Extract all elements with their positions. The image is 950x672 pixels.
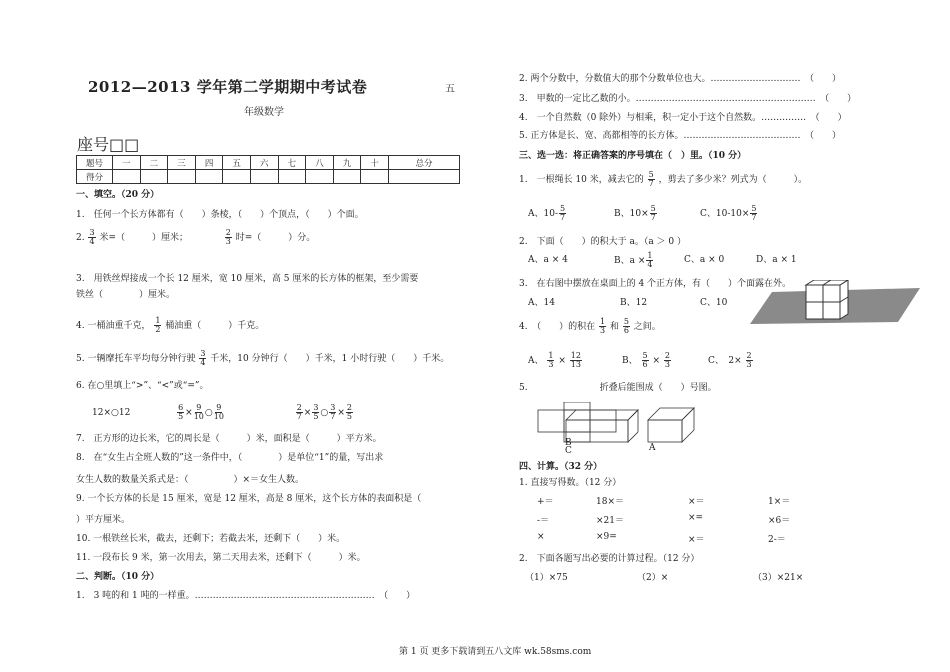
c1-option-b-label: B、10×: [614, 209, 649, 219]
fraction: $\frac{5}{6}$: [642, 351, 648, 369]
choice-2-option-b: [614, 252, 654, 269]
choice-4-option-a: A、 $\frac{1}{3}$ × $\frac{12}{13}$: [528, 351, 581, 369]
section-judge: 二、判断。（10 分）: [76, 572, 160, 582]
fraction: $\frac{2}{3}$: [746, 351, 752, 369]
choice-2-option-d: D、a × 1: [756, 255, 797, 265]
fraction: $\frac{3}{4}$: [89, 228, 95, 246]
score-cell: 六: [250, 156, 278, 170]
calc-cell: 18×＝: [596, 497, 624, 507]
fraction: $\frac{2}{3}$: [225, 228, 231, 246]
fraction: $\frac{6}{5}$: [178, 403, 184, 421]
seat-number: 座号□□: [77, 135, 140, 154]
compute-2-item-1: （1）×75: [525, 573, 568, 583]
question-6-row: 12×○12 $\frac{6}{5}$ × $\frac{9}{10}$ ○ $\frac{9}{10}$ $\frac{2}{7}$ × $\frac{3}{5}$ ○ $\frac{3}{7}$ × $\frac{2}{5}$: [92, 403, 353, 421]
score-cell[interactable]: [168, 170, 196, 184]
score-cell: 总分: [389, 156, 460, 170]
fraction: $\frac{9}{10}$: [193, 403, 204, 421]
q2-part2: 时=（ ）分。: [235, 233, 316, 243]
fraction: $\frac{9}{10}$: [213, 403, 224, 421]
q5-part1: 5. 一辆摩托车平均每分钟行驶: [76, 354, 196, 364]
q4-part2: 桶油重（ ）千克。: [165, 321, 265, 331]
c4-option-c-label: C、 2×: [708, 356, 742, 366]
section-fill-in: 一、填空。（20 分）: [76, 190, 160, 200]
q2-number: 2.: [76, 233, 85, 243]
choice-4: [519, 318, 661, 335]
score-cell[interactable]: [113, 170, 141, 184]
question-2: [76, 229, 315, 246]
compute-2-item-2: （2）×: [637, 573, 669, 583]
c1-option-a-label: A、10-: [528, 209, 558, 219]
c4-option-b-label: B、: [622, 356, 638, 366]
c4-part1: 4. （ ）的积在: [519, 322, 596, 332]
calc-cell: ×=: [688, 513, 704, 523]
choice-2-option-c: C、a × 0: [684, 255, 725, 265]
exam-title: 2012—2013 学年第二学期期中考试卷: [88, 78, 368, 96]
choice-3: 3. 在右图中摆放在桌面上的 4 个正方体，有（ ）个面露在外。: [519, 279, 792, 289]
choice-2-option-a: A、a × 4: [528, 255, 568, 265]
fraction: $\frac{5}{7}$: [648, 170, 654, 188]
calc-cell: +＝: [537, 497, 554, 507]
score-cell: 二: [140, 156, 168, 170]
c1-part1: 1. 一根绳长 10 米，减去它的: [519, 175, 644, 185]
fraction: $\frac{5}{7}$: [560, 204, 566, 222]
question-8-line1: 8. 在“女生占全班人数的”这一条件中，（ ）是单位“1”的量，写出求: [76, 453, 384, 463]
c1-part2: ，剪去了多少米？列式为（ ）。: [658, 175, 808, 185]
score-cell[interactable]: [306, 170, 334, 184]
judge-3: 3. 甲数的一定比乙数的小。…………………………………………………… （ ）: [519, 94, 857, 104]
question-4: [76, 317, 264, 334]
fraction: $\frac{2}{5}$: [346, 403, 353, 421]
question-3-line1: 3. 用铁丝焊接成一个长 12 厘米，宽 10 厘米，高 5 厘米的长方体的框架，至少需要: [76, 274, 419, 284]
question-9-line1: 9. 一个长方体的长是 15 厘米，宽是 12 厘米，高是 8 厘米，这个长方体的表面积是（: [76, 494, 422, 504]
q2-part1: 米=（ ）厘米；: [99, 233, 188, 243]
calc-cell: 1×＝: [768, 497, 791, 507]
q5-part2: 千米，10 分钟行（ ）千米，1 小时行驶（ ）千米。: [210, 354, 450, 364]
score-cell: 七: [278, 156, 306, 170]
score-cell[interactable]: [333, 170, 361, 184]
score-cell[interactable]: [389, 170, 460, 184]
q4-part1: 4. 一桶油重千克，: [76, 321, 151, 331]
judge-2: 2. 两个分数中，分数值大的那个分数单位也大。………………………… （ ）: [519, 74, 841, 84]
q6-item-a: 12×○12: [92, 408, 131, 418]
score-cell[interactable]: [361, 170, 389, 184]
question-6: 6. 在○里填上“>”、“<”或“=”。: [76, 381, 209, 391]
score-cell: 题号: [77, 156, 113, 170]
cubes-on-table-figure: [750, 280, 922, 326]
choice-2: 2. 下面（ ）的积大于 a。（a ＞ 0 ）: [519, 237, 686, 247]
calc-cell: ×＝: [688, 497, 705, 507]
score-cell: 八: [306, 156, 334, 170]
fraction: $\frac{5}{7}$: [650, 204, 656, 222]
calc-cell: 2-＝: [768, 535, 786, 545]
score-cell: 得分: [77, 170, 113, 184]
question-10: 10. 一根铁丝长米，截去，还剩下；若截去米，还剩下（ ）米。: [76, 534, 346, 544]
stacked-cubes: [806, 280, 848, 319]
c2-option-b-label: B、a ×: [614, 256, 646, 266]
question-7: 7. 正方形的边长米，它的周长是（ ）米，面积是（ ）平方米。: [76, 434, 382, 444]
calc-cell: ×: [537, 532, 545, 542]
score-cell[interactable]: [250, 170, 278, 184]
fraction: $\frac{1}{3}$: [548, 351, 554, 369]
subject-label: 年级数学: [244, 107, 284, 118]
choice-4-option-c: [708, 352, 754, 369]
choice-1-option-c: [700, 205, 758, 222]
page-footer: 第 1 页 更多下载请到五八文库 wk.58sms.com: [399, 647, 592, 657]
figure-b-label: B: [565, 438, 572, 448]
score-cell: 三: [168, 156, 196, 170]
fraction: $\frac{2}{7}$: [296, 403, 302, 421]
score-cell: 五: [223, 156, 251, 170]
section-compute: 四、计算。（32 分）: [519, 462, 603, 472]
score-cell[interactable]: [278, 170, 306, 184]
c1-option-c-label: C、10-10×: [700, 209, 750, 219]
fraction: $\frac{1}{2}$: [155, 316, 161, 334]
calc-cell: ×＝: [688, 535, 705, 545]
compute-1: 1. 直接写得数。（12 分）: [519, 478, 622, 488]
choice-1-option-a: [528, 205, 567, 222]
fraction: $\frac{3}{4}$: [200, 349, 206, 367]
fraction: $\frac{1}{3}$: [599, 317, 606, 335]
fraction: $\frac{12}{13}$: [570, 351, 581, 369]
choice-3-option-c: C、10: [700, 298, 728, 308]
question-1: 1. 任何一个长方体都有（ ）条棱，（ ）个顶点，（ ）个面。: [76, 210, 364, 220]
question-9-line2: ）平方厘米。: [76, 515, 131, 525]
choice-3-option-a: A、14: [528, 298, 555, 308]
figure-a-label: A: [649, 443, 656, 453]
score-table-header-row: [77, 156, 460, 170]
section-choice: 三、选一选：将正确答案的序号填在（ ）里。（10 分）: [519, 151, 747, 161]
score-cell[interactable]: [140, 170, 168, 184]
score-cell[interactable]: [195, 170, 223, 184]
net-and-boxes-figure: [534, 402, 704, 454]
c4-part2: 和: [609, 322, 619, 332]
score-cell: 四: [195, 156, 223, 170]
box-figure-c: [566, 410, 638, 442]
question-5: [76, 350, 449, 367]
question-11: 11. 一段布长 9 米，第一次用去，第二天用去米，还剩下（ ）米。: [76, 553, 366, 563]
question-3-line2: 铁丝（ ）厘米。: [76, 290, 176, 300]
grade-char: 五: [445, 84, 455, 95]
judge-1: 1. 3 吨的和 1 吨的一样重。…………………………………………………… （ ）: [76, 591, 416, 601]
judge-4: 4. 一个自然数（0 除外）与相乘，积一定小于这个自然数。…………… （ ）: [519, 113, 847, 123]
score-table: [76, 155, 460, 184]
score-table-score-row: [77, 170, 460, 184]
fraction: $\frac{3}{5}$: [313, 403, 319, 421]
score-cell: 十: [361, 156, 389, 170]
judge-5: 5. 正方体是长、宽、高都相等的长方体。………………………………… （ ）: [519, 131, 841, 141]
fraction: $\frac{5}{7}$: [751, 204, 757, 222]
score-cell[interactable]: [223, 170, 251, 184]
box-net: [538, 402, 616, 442]
calc-cell: ×9=: [596, 532, 617, 542]
choice-4-option-b: B、 $\frac{5}{6}$ × $\frac{2}{3}$: [622, 351, 670, 369]
fraction: $\frac{5}{6}$: [623, 317, 629, 335]
figure-c-label: C: [565, 446, 572, 456]
question-8-line2: 女生人数的数量关系式是：（ ）×＝女生人数。: [76, 475, 305, 485]
compute-2-item-3: （3）×21×: [753, 573, 804, 583]
fraction: $\frac{1}{4}$: [647, 251, 653, 269]
choice-3-option-b: B、12: [620, 298, 648, 308]
choice-1: [519, 171, 807, 188]
score-cell: 一: [113, 156, 141, 170]
fraction: $\frac{2}{3}$: [664, 351, 670, 369]
choice-1-option-b: [614, 205, 658, 222]
c4-option-a-label: A、: [528, 356, 544, 366]
box-figure-a: [648, 408, 694, 442]
choice-5: 5. 折叠后能围成（ ）号图。: [519, 383, 717, 393]
calc-cell: ×21＝: [596, 516, 624, 526]
calc-cell: ×6＝: [768, 516, 791, 526]
fraction: $\frac{3}{7}$: [330, 403, 336, 421]
compute-2: 2. 下面各题写出必要的计算过程。（12 分）: [519, 554, 700, 564]
c4-part3: 之间。: [633, 322, 661, 332]
score-cell: 九: [333, 156, 361, 170]
calc-cell: -＝: [537, 516, 550, 526]
